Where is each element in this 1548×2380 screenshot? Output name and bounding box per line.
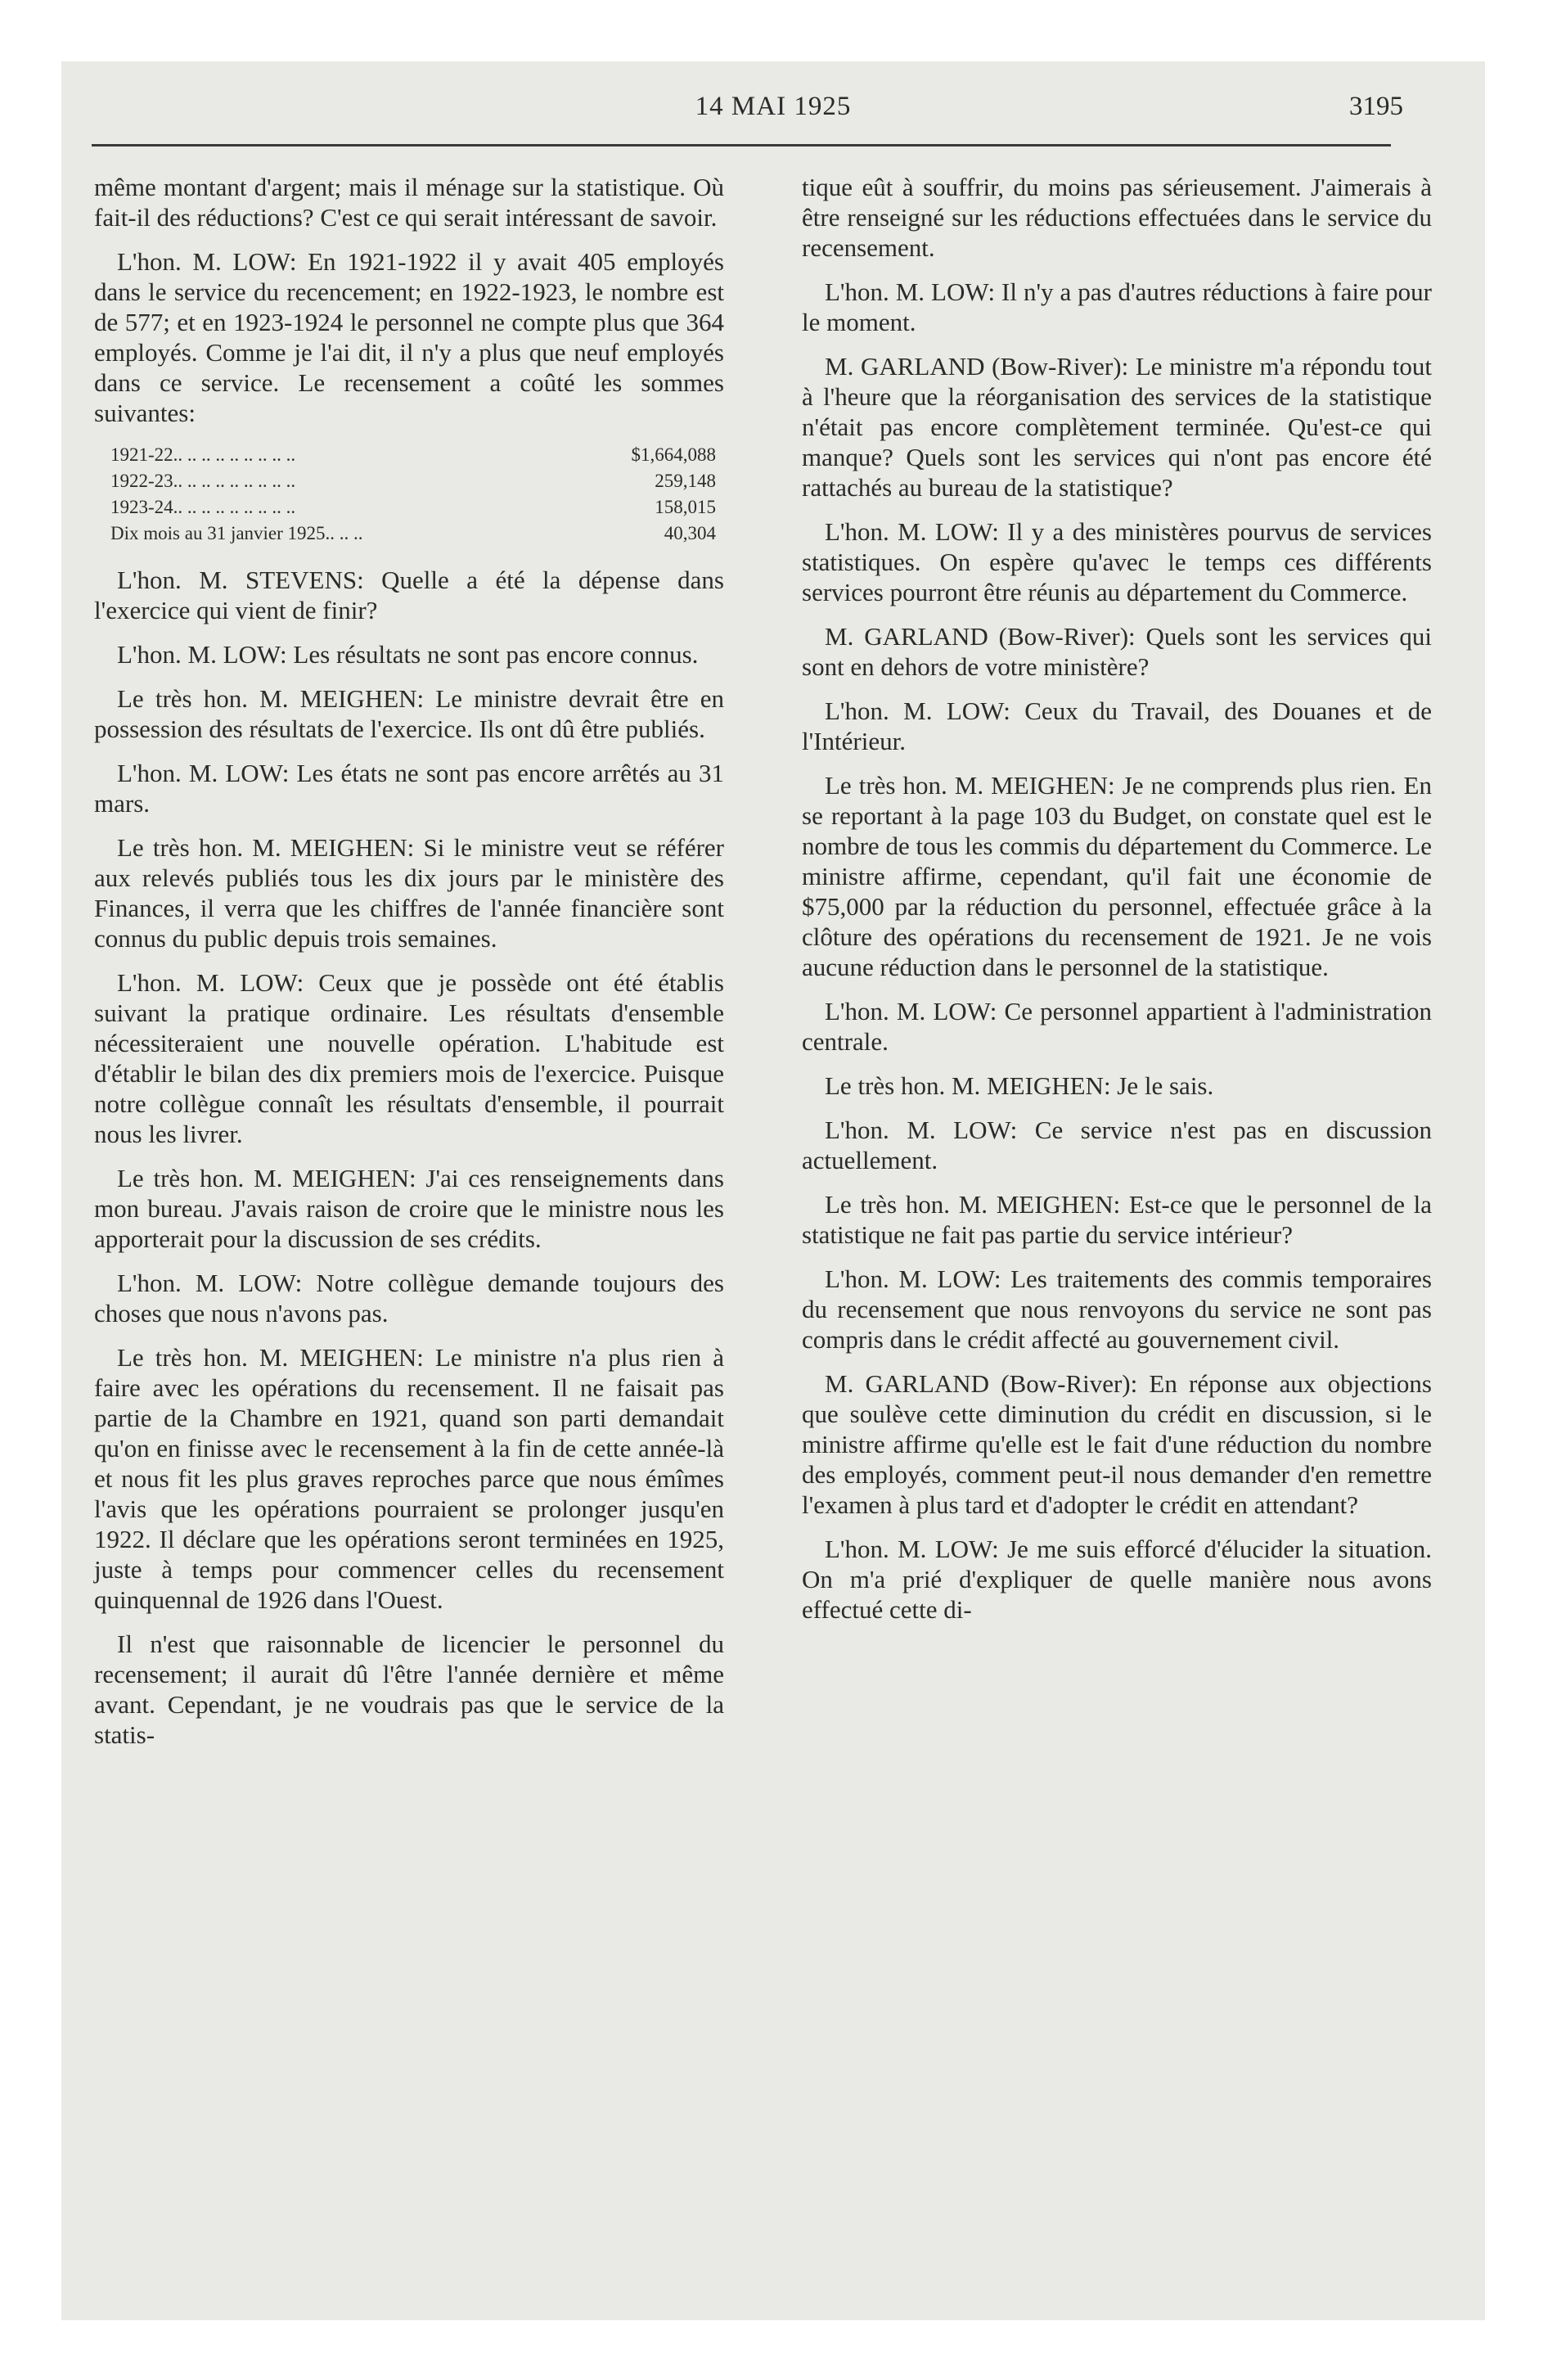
page-date: 14 MAI 1925 — [695, 92, 852, 121]
table-cell-amount: $1,664,088 — [631, 444, 716, 465]
paragraph: Le très hon. M. MEIGHEN: Est-ce que le personnel de la statistique ne fait pas partie du service intérieur? — [802, 1190, 1432, 1249]
paragraph: L'hon. M. LOW: Ce service n'est pas en discussion actuellement. — [802, 1116, 1432, 1174]
paragraph: L'hon. M. LOW: Il n'y a pas d'autres réductions à faire pour le moment. — [802, 277, 1432, 336]
table-row — [110, 468, 716, 494]
table-cell-amount: 158,015 — [655, 497, 716, 517]
paragraph: même montant d'argent; mais il ménage sur la statistique. Où fait-il des réductions? C'est ce qui serait intéressant de savoir. — [94, 173, 724, 232]
paragraph: M. GARLAND (Bow-River): En réponse aux objections que soulève cette diminution du crédit en discussion, si le ministre affirme qu'elle est le fait d'une réduction du nombre des employés, comment peut-il nous demander d'en remettre l'examen à plus tard et d'adopter le crédit en attendant? — [802, 1369, 1432, 1519]
page-header — [61, 92, 1485, 141]
paragraph: L'hon. M. LOW: Ceux que je possède ont été établis suivant la pratique ordinaire. Les résultats d'ensemble nécessiteraient une nouvelle opération. L'habitude est d'établir le bilan des dix premiers mois de l'exercice. Puisque notre collègue connaît les résultats d'ensemble, il pourrait nous les livrer. — [94, 968, 724, 1148]
paragraph: L'hon. M. LOW: Ceux du Travail, des Douanes et de l'Intérieur. — [802, 696, 1432, 755]
paragraph: Il n'est que raisonnable de licencier le personnel du recensement; il aurait dû l'être l'année dernière et même avant. Cependant, je ne voudrais pas que le service de la statis- — [94, 1629, 724, 1749]
paragraph: Le très hon. M. MEIGHEN: Je le sais. — [825, 1071, 1214, 1100]
table-cell-label: Dix mois au 31 janvier 1925.. .. .. — [110, 523, 363, 543]
table-cell-amount: 40,304 — [664, 523, 716, 543]
paragraph: Le très hon. M. MEIGHEN: Je ne comprends plus rien. En se reportant à la page 103 du Budget, on constate quel est le nombre de tous les commis du département du Commerce. Le ministre affirme, cependant, qu'il fait une économie de $75,000 par la réduction du personnel, effectuée grâce à la clôture des opérations du recensement de 1921. Je ne vois aucune réduction dans le personnel de la statistique. — [802, 771, 1432, 981]
table-row — [110, 442, 716, 468]
header-rule — [92, 144, 1391, 146]
paragraph: Le très hon. M. MEIGHEN: Si le ministre veut se référer aux relevés publiés tous les dix jours par le ministère des Finances, il verra que les chiffres de l'année financière sont connus du public depuis trois semaines. — [94, 833, 724, 953]
paragraph: L'hon. M. LOW: Je me suis efforcé d'élucider la situation. On m'a prié d'expliquer de quelle manière nous avons effectué cette di- — [802, 1535, 1432, 1624]
paragraph: Le très hon. M. MEIGHEN: Le ministre devrait être en possession des résultats de l'exercice. Ils ont dû être publiés. — [94, 684, 724, 743]
page-number: 3195 — [1349, 92, 1403, 121]
paragraph: L'hon. M. LOW: En 1921-1922 il y avait 405 employés dans le service du recencement; en 1922-1923, le nombre est de 577; et en 1923-1924 le personnel ne compte plus que 364 employés. Comme je l'ai dit, il n'y a plus que neuf employés dans ce service. Le recensement a coûté les sommes suivantes: — [94, 247, 724, 427]
right-column — [802, 172, 1432, 1639]
paragraph: M. GARLAND (Bow-River): Le ministre m'a répondu tout à l'heure que la réorganisation des services de la statistique n'était pas encore complètement terminée. Qu'est-ce qui manque? Quels sont les services qui n'ont pas encore été rattachés au bureau de la statistique? — [802, 352, 1432, 502]
paragraph: L'hon. M. LOW: Il y a des ministères pourvus de services statistiques. On espère qu'avec le temps ces différents services pourront être réunis au département du Commerce. — [802, 517, 1432, 606]
paragraph: Le très hon. M. MEIGHEN: Le ministre n'a plus rien à faire avec les opérations du recensement. Il ne faisait pas partie de la Chambre en 1921, quand son parti demandait qu'on en finisse avec le recensement à la fin de cette année-là et nous fit les plus graves reproches parce que nous émîmes l'avis que les opérations pourraient se prolonger jusqu'en 1922. Il déclare que les opérations seront terminées en 1925, juste à temps pour commencer celles du recensement quinquennal de 1926 dans l'Ouest. — [94, 1343, 724, 1614]
paragraph: L'hon. M. LOW: Ce personnel appartient à l'administration centrale. — [802, 997, 1432, 1056]
paragraph: Le très hon. M. MEIGHEN: J'ai ces renseignements dans mon bureau. J'avais raison de croire que le ministre nous les apporterait pour la discussion de ses crédits. — [94, 1164, 724, 1253]
table-cell-amount: 259,148 — [655, 471, 716, 491]
paragraph: L'hon. M. LOW: Les traitements des commis temporaires du recensement que nous renvoyons du service ne sont pas compris dans le crédit affecté au gouvernement civil. — [802, 1264, 1432, 1354]
table-cell-label: 1921-22.. .. .. .. .. .. .. .. .. — [110, 444, 296, 465]
paragraph: L'hon. M. STEVENS: Quelle a été la dépense dans l'exercice qui vient de finir? — [94, 566, 724, 624]
left-column — [94, 172, 724, 1764]
table-cell-label: 1922-23.. .. .. .. .. .. .. .. .. — [110, 471, 296, 491]
table-row — [110, 494, 716, 521]
table-cell-label: 1923-24.. .. .. .. .. .. .. .. .. — [110, 497, 296, 517]
paragraph: M. GARLAND (Bow-River): Quels sont les services qui sont en dehors de votre ministère? — [802, 622, 1432, 681]
paragraph: L'hon. M. LOW: Les résultats ne sont pas encore connus. — [117, 640, 699, 669]
paragraph: tique eût à souffrir, du moins pas sérieusement. J'aimerais à être renseigné sur les réductions effectuées dans le service du recensement. — [802, 173, 1432, 262]
census-cost-table — [110, 442, 716, 547]
paragraph: L'hon. M. LOW: Les états ne sont pas encore arrêtés au 31 mars. — [94, 759, 724, 818]
table-row — [110, 521, 716, 547]
paragraph: L'hon. M. LOW: Notre collègue demande toujours des choses que nous n'avons pas. — [94, 1269, 724, 1327]
